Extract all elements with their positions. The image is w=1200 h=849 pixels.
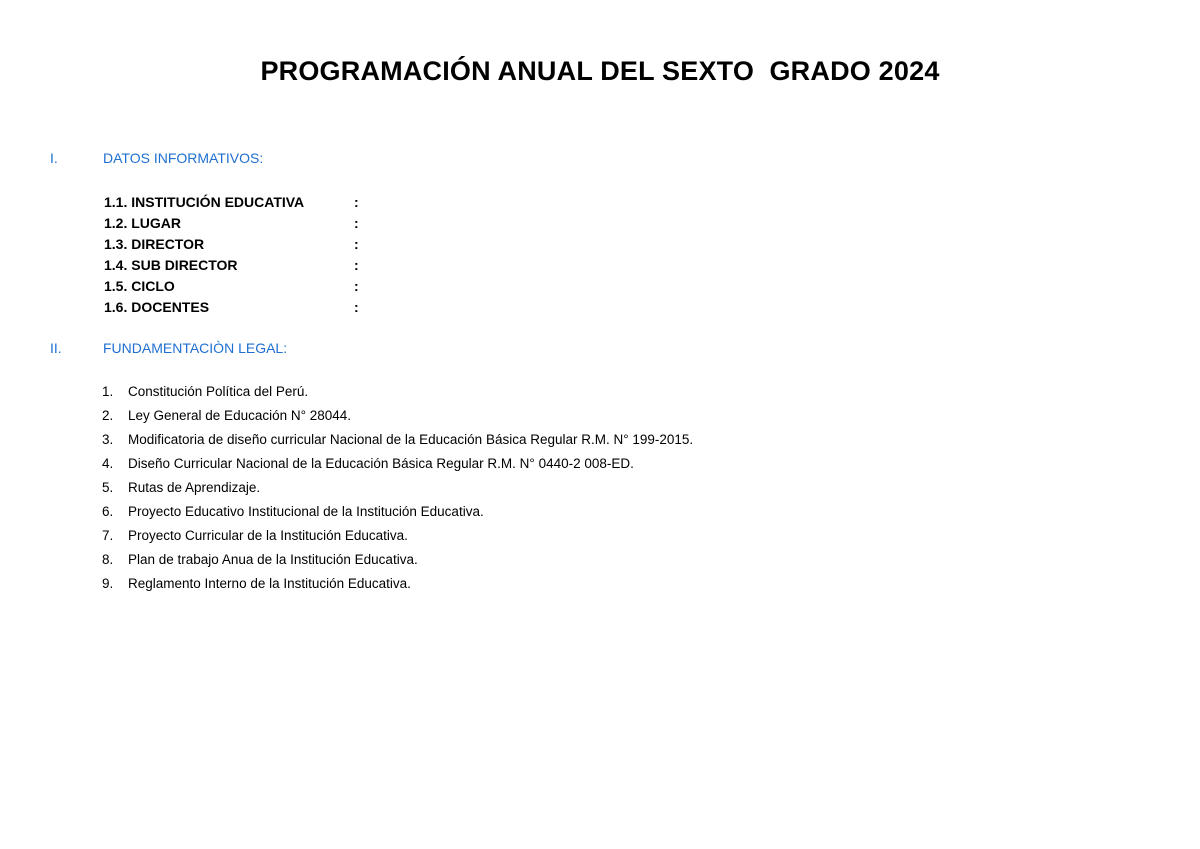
info-label: 1.5. CICLO xyxy=(104,278,175,294)
info-row-lugar xyxy=(104,213,374,234)
list-item xyxy=(102,380,693,404)
list-item-text: Diseño Curricular Nacional de la Educación Básica Regular R.M. N° 0440-2 008-ED. xyxy=(128,456,634,471)
list-item xyxy=(102,428,693,452)
info-row-institucion xyxy=(104,192,374,213)
list-item-text: Modificatoria de diseño curricular Nacional de la Educación Básica Regular R.M. N° 199-2015. xyxy=(128,432,694,447)
info-row-ciclo xyxy=(104,276,374,297)
section-number: II. xyxy=(50,340,62,356)
list-item-index: 5. xyxy=(102,480,114,495)
info-colon: : xyxy=(354,215,359,231)
list-item xyxy=(102,572,693,596)
section-number: I. xyxy=(50,150,58,166)
info-label: 1.6. DOCENTES xyxy=(104,299,210,315)
list-item-index: 3. xyxy=(102,432,114,447)
list-item xyxy=(102,404,693,428)
list-item-index: 2. xyxy=(102,408,114,423)
list-item-index: 7. xyxy=(102,528,114,543)
info-row-director xyxy=(104,234,374,255)
list-item-text: Rutas de Aprendizaje. xyxy=(128,480,261,495)
legal-list xyxy=(102,380,693,596)
list-item-text: Plan de trabajo Anua de la Institución Educativa. xyxy=(128,552,418,567)
section-heading-datos-informativos xyxy=(50,150,263,166)
info-row-docentes xyxy=(104,297,374,318)
info-row-sub-director xyxy=(104,255,374,276)
list-item xyxy=(102,548,693,572)
list-item xyxy=(102,476,693,500)
section-title: FUNDAMENTACIÒN LEGAL: xyxy=(103,340,288,356)
list-item-text: Ley General de Educación N° 28044. xyxy=(128,408,352,423)
info-colon: : xyxy=(354,257,359,273)
info-label: 1.2. LUGAR xyxy=(104,215,182,231)
list-item-index: 4. xyxy=(102,456,114,471)
list-item-index: 1. xyxy=(102,384,114,399)
list-item-index: 9. xyxy=(102,576,114,591)
document-title: PROGRAMACIÓN ANUAL DEL SEXTO GRADO 2024 xyxy=(260,56,940,86)
info-label: 1.4. SUB DIRECTOR xyxy=(104,257,238,273)
list-item-text: Proyecto Curricular de la Institución Educativa. xyxy=(128,528,408,543)
list-item-text: Proyecto Educativo Institucional de la Institución Educativa. xyxy=(128,504,484,519)
info-colon: : xyxy=(354,236,359,252)
list-item xyxy=(102,500,693,524)
section-heading-fundamentacion-legal xyxy=(50,340,287,356)
info-label: 1.3. DIRECTOR xyxy=(104,236,205,252)
list-item xyxy=(102,524,693,548)
info-label: 1.1. INSTITUCIÓN EDUCATIVA xyxy=(104,194,305,210)
section-title: DATOS INFORMATIVOS: xyxy=(103,150,264,166)
info-list xyxy=(104,192,374,318)
info-colon: : xyxy=(354,299,359,315)
list-item-index: 6. xyxy=(102,504,114,519)
list-item xyxy=(102,452,693,476)
info-colon: : xyxy=(354,194,359,210)
info-colon: : xyxy=(354,278,359,294)
list-item-text: Reglamento Interno de la Institución Educativa. xyxy=(128,576,411,591)
list-item-text: Constitución Política del Perú. xyxy=(128,384,309,399)
list-item-index: 8. xyxy=(102,552,114,567)
